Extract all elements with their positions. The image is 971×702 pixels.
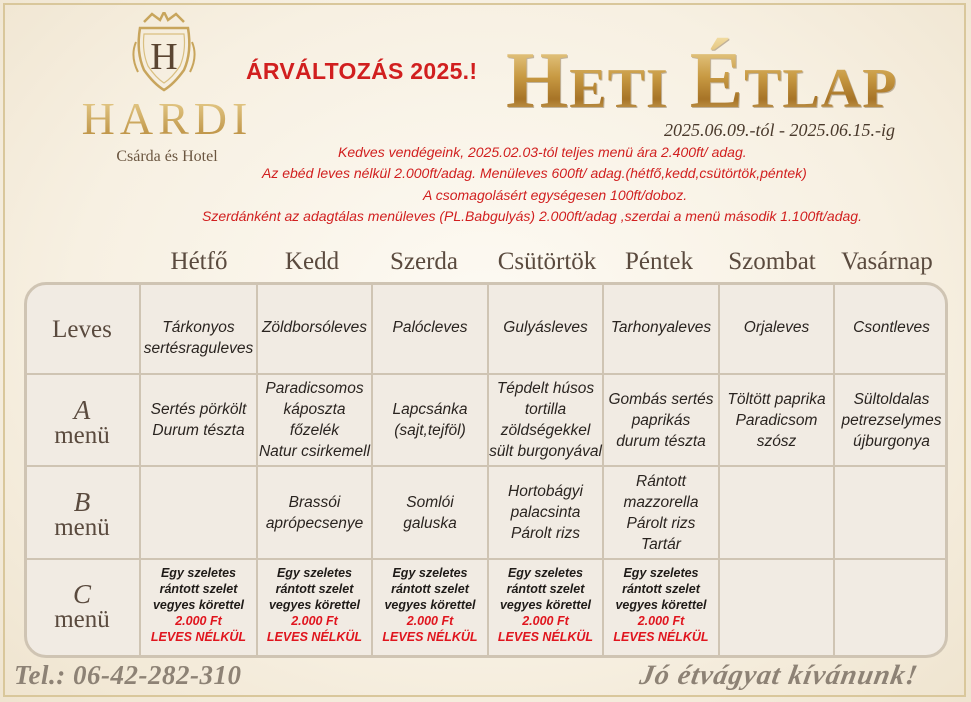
dish-line: Brassói [288,493,341,511]
menu-a-cell [258,375,371,465]
dish-line: Durum tészta [152,422,245,439]
dish-line: Hortobágyi [508,483,583,500]
dish-line: Sertés pörkölt [150,401,247,418]
leves-cell [604,285,718,373]
menu-a-cell [489,375,602,465]
dish-line: Egy szeletes [507,566,584,580]
row-label-b-menu [27,489,137,541]
day-header-thursday: Csütörtök [497,248,597,275]
dish-line: Egy szeletes [392,566,468,580]
menu-a-cell [835,375,948,465]
dish-line: Palócleves [392,319,468,336]
row-label-word: menü [54,514,110,541]
hotel-logo [62,12,272,165]
leves-cell [141,285,256,373]
dish-line: sült burgonyával [489,443,602,460]
no-soup-note: LEVES NÉLKÜL [497,630,594,644]
brand-tagline: Csárda és Hotel [116,148,218,165]
dish-line: rántott szelet [506,582,585,596]
dish-line: Gulyásleves [503,319,588,336]
dish-line: aprópecsenye [265,514,364,532]
day-header-sunday: Vasárnap [841,248,933,275]
dish-line: durum tészta [616,432,706,450]
menu-b-cell [835,467,948,558]
menu-c-cell [373,565,487,645]
dish-line: vegyes körettel [499,598,592,612]
row-label-letter: C [72,579,91,609]
dish-line: rántott szelet [391,582,469,596]
leves-cell [258,285,371,373]
menu-a-cell [141,375,256,465]
menu-b-cell [604,467,718,558]
dish-line: Tarhonyaleves [610,319,712,336]
dish-line: Egy szeletes [160,566,237,580]
day-header-wednesday: Szerda [389,248,459,275]
menu-b-cell [373,467,487,558]
closing-wish: Jó étvágyat kívánunk! [637,660,921,691]
menu-c-cell [489,565,602,645]
dish-line: Egy szeletes [276,566,353,580]
dish-line: Párolt rizs [511,525,580,542]
day-header-tuesday: Kedd [284,248,340,275]
row-label-a-menu [27,397,137,449]
menu-c-cell [604,565,718,645]
dish-line: zöldségekkel [500,422,591,439]
row-label-letter: A [73,395,91,425]
dish-line: paprikás [631,411,691,429]
dish-line: Paradicsomos [265,380,364,397]
dish-line: petrezselymes [841,411,942,429]
grid-line [27,558,945,560]
day-header-saturday: Szombat [728,248,816,275]
dish-line: vegyes körettel [268,598,361,612]
dish-line: Zöldborsóleves [261,319,368,336]
dish-line: Somlói [406,493,454,511]
dish-line: Sültoldalas [853,390,930,408]
page-title: Heti Étlap [506,37,898,125]
leves-cell [835,285,948,373]
menu-c-cell [258,565,371,645]
info-line-2: Az ebéd leves nélkül 2.000ft/adag. Menüleves 600ft/ adag.(hétfő,kedd,csütörtök,péntek) [262,165,807,181]
dish-line: sertésraguleves [143,340,254,357]
dish-line: Tépdelt húsos [496,380,595,397]
dish-line: Egy szeletes [623,566,699,580]
leves-cell [720,285,833,373]
price-label: 2.000 Ft [175,614,222,628]
dish-line: szósz [756,432,797,450]
row-label-word: menü [54,606,110,633]
price-label: 2.000 Ft [291,614,338,628]
dish-line: galuska [403,514,457,532]
dish-line: Tartár [641,535,681,553]
dish-line: vegyes körettel [384,598,476,612]
leves-cell [373,285,487,373]
dish-line: Rántott [636,472,686,490]
dish-line: palacsinta [510,504,581,521]
dish-line: rántott szelet [275,582,354,596]
menu-b-cell [489,467,602,558]
menu-a-cell [373,375,487,465]
dish-line: Párolt rizs [626,514,696,532]
dish-line: Paradicsom [735,411,818,429]
menu-table [24,282,948,658]
day-header-friday: Péntek [624,248,694,275]
price-label: 2.000 Ft [637,614,685,628]
dish-line: (sajt,tejföl) [394,422,466,439]
day-header-monday: Hétfő [170,248,228,275]
menu-c-cell [141,565,256,645]
info-line-1: Kedves vendégeink, 2025.02.03-tól teljes menü ára 2.400ft/ adag. [338,144,747,160]
price-change-notice: ÁRVÁLTOZÁS 2025.! [246,58,478,84]
menu-a-cell [720,375,833,465]
dish-line: Orjaleves [743,319,810,336]
phone-number: Tel.: 06-42-282-310 [14,660,242,690]
dish-line: rántott szelet [622,582,700,596]
menu-b-cell [258,467,371,558]
dish-line: Natur csirkemell [258,443,371,460]
dish-line: mazzorella [623,493,699,511]
info-line-3: A csomagolásért egységesen 100ft/doboz. [423,187,688,203]
dish-line: Lapcsánka [392,401,468,418]
crown-crest-icon [130,12,198,92]
row-label-c-menu [27,581,137,633]
dish-line: vegyes körettel [615,598,707,612]
no-soup-note: LEVES NÉLKÜL [382,630,478,644]
price-label: 2.000 Ft [406,614,454,628]
menu-a-cell [604,375,718,465]
no-soup-note: LEVES NÉLKÜL [613,630,709,644]
dish-line: Csontleves [853,319,930,336]
logo-letter: H [150,36,178,78]
dish-line: újburgonya [853,432,930,450]
no-soup-note: LEVES NÉLKÜL [266,630,363,644]
price-label: 2.000 Ft [522,614,569,628]
row-label-leves: Leves [52,316,112,343]
dish-line: főzelék [289,422,340,439]
dish-line: Töltött paprika [727,390,826,408]
dish-line: Tárkonyos [162,319,235,336]
dish-line: vegyes körettel [152,598,245,612]
leves-cell [489,285,602,373]
info-line-4: Szerdánként az adagtálas menüleves (PL.Babgulyás) 2.000ft/adag ,szerdai a menü második 1.100ft/adag. [202,208,862,224]
menu-b-cell [720,467,833,558]
row-label-word: menü [54,422,110,449]
dish-line: káposzta [283,401,346,418]
no-soup-note: LEVES NÉLKÜL [150,630,247,644]
date-range: 2025.06.09.-tól - 2025.06.15.-ig [664,120,895,140]
menu-b-cell [141,467,256,558]
brand-name: HARDI [62,96,272,142]
dish-line: tortilla [524,401,567,418]
dish-line: rántott szelet [159,582,238,596]
row-label-letter: B [73,487,91,517]
dish-line: Gombás sertés [608,390,714,408]
